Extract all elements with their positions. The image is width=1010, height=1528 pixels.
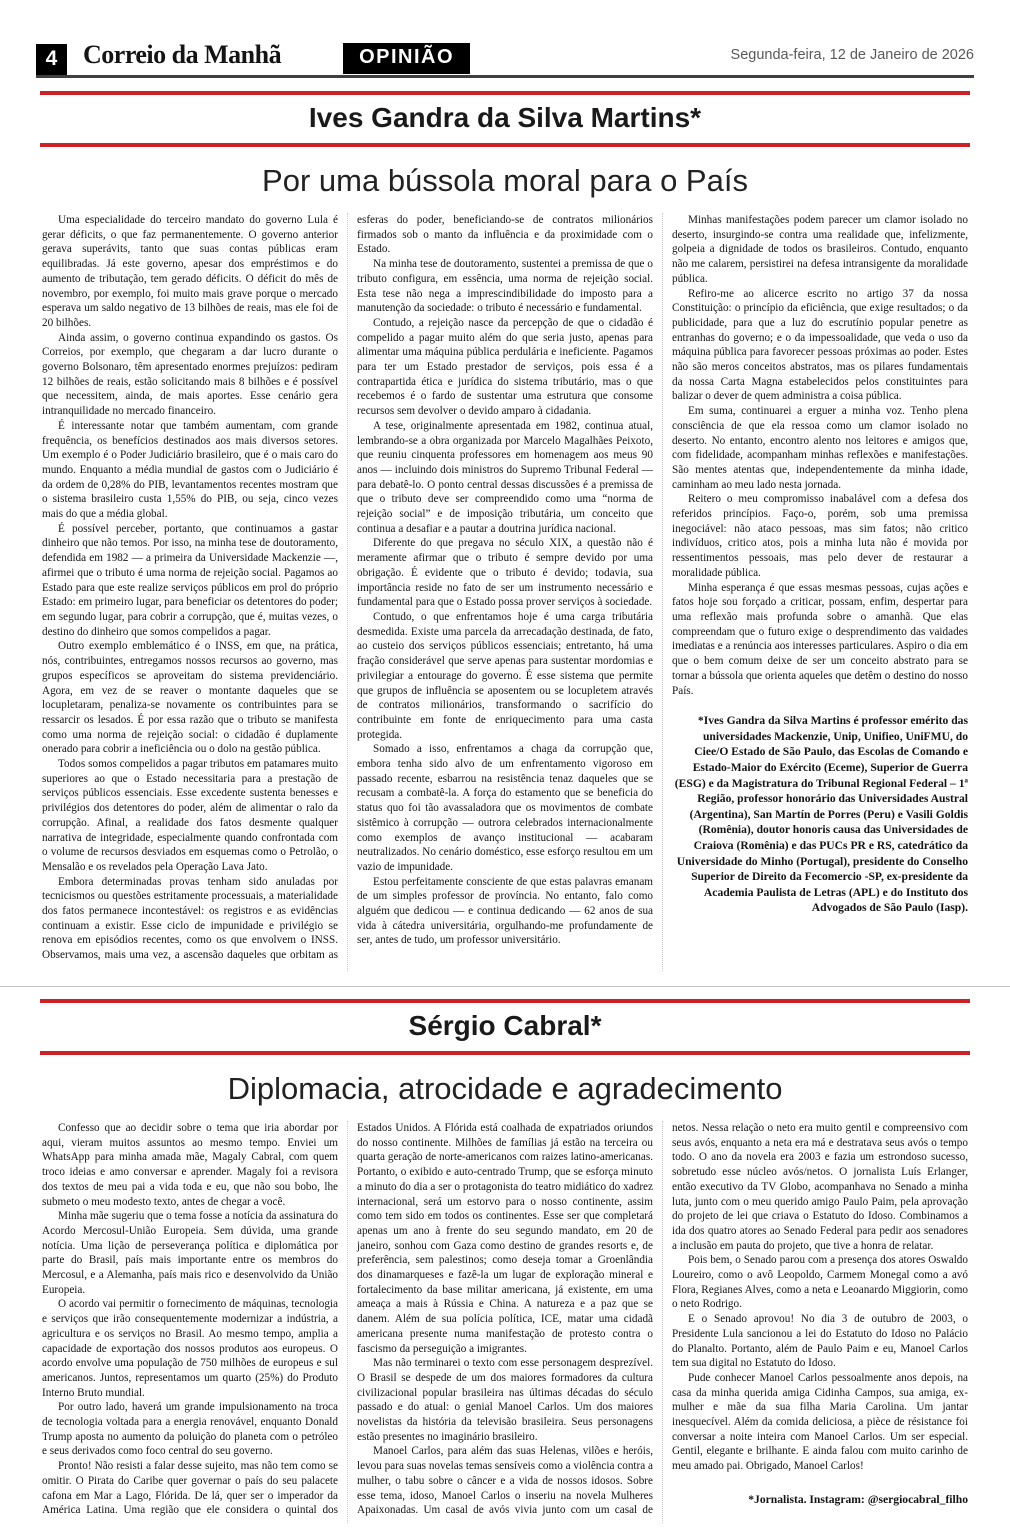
article-2-header — [40, 999, 970, 1055]
section-divider — [0, 986, 1010, 987]
section-badge: OPINIÃO — [343, 43, 470, 74]
article-paragraph: É interessante notar que também aumentam, com grande frequência, os benefícios destinados aos mais diversos setores. Um exemplo é o Poder Judiciário brasileiro, que é o mais caro do mundo. Enquanto a média mundial de gastos com o Judiciário é da ordem de 0,28% do PIB, levantamentos recentes mostram que o sistema brasileiro custa 1,55% do PIB, ou seja, cinco vezes mais do que a média global. — [42, 419, 338, 521]
edition-date: Segunda-feira, 12 de Janeiro de 2026 — [730, 47, 974, 63]
red-rule — [40, 143, 970, 147]
author-name: Sérgio Cabral* — [408, 1010, 602, 1041]
article-paragraph: Minha esperança é que essas mesmas pessoas, cujas ações e fatos hoje sou forçado a criticar, possam, enfim, despertar para uma reflexão mais profunda sobre o amanhã. Que elas compreendam que o futuro exige o desprendimento das vaidades imediatas e a renúncia aos interesses particulares. Aspiro o dia em que o bem comum deixe de ser um conceito abstrato para se tornar a bússola que orienta aqueles que detêm o destino do nosso País. — [672, 581, 968, 697]
article-paragraph: Reitero o meu compromisso inabalável com a defesa dos referidos princípios. Faço-o, porém, sob uma premissa inegociável: não ataco pessoas, mas sim fatos; não critico indivíduos, critico atos, pois a minha luta não é movida por ressentimentos pessoais, mas pelo dever de restaurar a moralidade pública. — [672, 493, 968, 579]
article-paragraph: Embora determinadas provas tenham sido anuladas por tecnicismos ou questões estritamente processuais, a materialidade dos fatos permanece incontestável: os registros e as evidências continuam a existir. Esse ciclo de impunidade e privilégio se renova em episódios recentes, como os que envolvem o INSS. Observamos, mais uma vez, a ascensão daqueles que orbitam as esferas do poder, beneficiando-se de contratos milionários firmados sob o manto da influência e da proximidade com o Estado. — [42, 214, 653, 962]
article-2-body — [42, 1121, 968, 1523]
article-paragraph: Confesso que ao decidir sobre o tema que iria abordar por aqui, vieram muitos assuntos ao mesmo tempo. Enviei um WhatsApp para minha amada mãe, Magaly Cabral, com quem troco ideias e amo conversar e aprender. Magaly foi a revisora dos textos de meu pai a vida toda e eu, que não sou bobo, lhe submeto o meu modesto texto, antes de chegar a você. — [42, 1122, 338, 1208]
article-paragraph: Minhas manifestações podem parecer um clamor isolado no deserto, insurgindo-se contra uma realidade que, infelizmente, golpeia a dignidade de todos os brasileiros. Contudo, enquanto não me calarem, persistirei na defesa intransigente da moralidade pública. — [672, 214, 968, 285]
article-2-headline: Diplomacia, atrocidade e agradecimento — [227, 1071, 783, 1106]
page-number: 4 — [36, 44, 67, 75]
article-paragraph: Mas não terminarei o texto com esse personagem desprezível. O Brasil se despede de um dos maiores formadores da cultura civilizacional popular brasileira nas últimas décadas do século passado e do atual: o genial Manoel Carlos. Um dos maiores novelistas da história da televisão brasileira. Seus personagens estão presentes no imaginário brasileiro. — [357, 1357, 653, 1443]
article-paragraph: Todos somos compelidos a pagar tributos em patamares muito superiores ao que o Estado necessitaria para a prestação de serviços públicos essenciais. Esse excedente sustenta benesses e privilégios dos detentores do poder, além de alimentar o ralo da corrupção. Afinal, a realidade dos fatos desmente qualquer narrativa de integridade, especialmente quando confrontada com o volume de recursos desviados em esquemas como o Petrolão, o Mensalão e os revelados pela Operação Lava Jato. — [42, 758, 338, 873]
article-ives-gandra — [0, 91, 1010, 971]
red-rule — [40, 1051, 970, 1055]
article-1-header — [40, 91, 970, 147]
article-paragraph: E o Senado aprovou! No dia 3 de outubro de 2003, o Presidente Lula sancionou a lei do Estatuto do Idoso no Palácio do Planalto. Portanto, além de Paulo Paim e eu, Manoel Carlos tem sua digital no Estatuto do Idoso. — [672, 1313, 968, 1370]
article-paragraph: Contudo, o que enfrentamos hoje é uma carga tributária desmedida. Existe uma parcela da arrecadação destinada, de fato, ao custeio dos serviços públicos essenciais; entretanto, há uma fração considerável que serve apenas para sustentar mordomias e privilegiar a entourage do governo. É esse sistema que permite que grupos de influência se aposentem ou se locupletem através de contratos milionários, transformando o sacrifício do contribuinte em fonte de enriquecimento para uma casta protegida. — [357, 610, 653, 741]
article-paragraph: Manoel Carlos, para além das suas Helenas, vilões e heróis, levou para suas novelas temas sensíveis como a violência contra a mulher, o tabu sobre o câncer e a vida de nossos idosos. Sobre esse tema, idoso, Manoel Carlos o inseriu na novela Mulheres Apaixonadas. Um casal de avós vivia junto com um casal de netos. Nessa relação o neto era muito gentil e compreensivo com seus avós, enquanto a neta era má e destratava seus avós o tempo todo. O ano da novela era 2003 e fazia um estrondoso sucesso, sobretudo esse núcleo avós/netos. O jornalista Luís Erlanger, então executivo da TV Globo, acompanhava no Senado a minha luta, junto com o meu querido amigo Paulo Paim, pela aprovação do projeto de lei que criava o Estatuto do Idoso. Combinamos a ida dos quatro atores ao Senado Federal para pedir aos senadores a inclusão em pauta do projeto, que tive a honra de relatar. — [357, 1122, 968, 1517]
article-paragraph: Minha mãe sugeriu que o tema fosse a notícia da assinatura do Acordo Mercosul-União Europeia. Sem dúvida, uma grande notícia. Uma lição de perseverança política e diplomática por parte do Brasil, país mais importante entre os membros do Mercosul, e a Alemanha, país mais rico e desenvolvido da União Europeia. — [42, 1210, 338, 1296]
article-paragraph: É possível perceber, portanto, que continuamos a gastar dinheiro que não temos. Por isso, na minha tese de doutoramento, defendida em 1982 — a primeira da Universidade Mackenzie —, afirmei que o tributo é uma norma de rejeição social. Pagamos ao Estado para que este realize serviços públicos em prol do próprio Estado: em primeiro lugar, para beneficiar os detentores do poder; em segundo lugar, para cobrir a corrupção, que é, muitas vezes, o destino do dinheiro que somos compelidos a pagar. — [42, 522, 338, 638]
article-paragraph: Pude conhecer Manoel Carlos pessoalmente anos depois, na casa da minha querida amiga Cidinha Campos, sua amiga, ex-mulher e mãe da sua filha Maria Carolina. Um jantar inesquecível. Além da comida deliciosa, a pièce de résistance foi conversar a noite inteira com Manoel Carlos. Um ser especial. Gentil, elegante e brilhante. E ainda falou com muito carinho de meu amado pai. Obrigado, Manoel Carlos! — [672, 1371, 968, 1473]
page-header — [36, 40, 974, 78]
article-2-paragraphs — [42, 1121, 968, 1523]
article-paragraph: Em suma, continuarei a erguer a minha voz. Tenho plena consciência de que ela ressoa como um clamor isolado no deserto. No entanto, encontro alento nos leitores e amigos que, com fidelidade, acompanham minhas reflexões e manifestações. São mentes atentas que, independentemente da minha idade, caminham ao meu lado nesta jornada. — [672, 405, 968, 491]
article-paragraph: Por outro lado, haverá um grande impulsionamento na troca de tecnologia voltada para a energia renovável, enquanto Donald Trump aposta no aumento da poluição do planeta com o petróleo e seus derivados como foco central do seu governo. — [42, 1401, 338, 1458]
article-paragraph: Outro exemplo emblemático é o INSS, em que, na prática, nós, contribuintes, entregamos nossos recursos ao governo, mas grupos específicos se aproveitam do sistema previdenciário. Agora, em vez de se reaver o montante daqueles que se locupletaram, penaliza-se novamente os contribuintes para se ressarcir os lesados. É por essa razão que o tributo se manifesta como uma norma de rejeição social: o cidadão é duplamente onerado para cobrir a ineficiência ou o dolo na gestão pública. — [42, 640, 338, 756]
author-name: Ives Gandra da Silva Martins* — [308, 102, 702, 133]
article-paragraph: O acordo vai permitir o fornecimento de máquinas, tecnologia e serviços que irão consequentemente modernizar a indústria, a agricultura e os serviços no Brasil. Ao mesmo tempo, amplia a capacidade de exportação dos nossos produtos aos europeus. O acordo envolve uma população de 750 milhões de europeus e sul americanos. Juntos, representamos um quarto (25%) do Produto Interno Bruto mundial. — [42, 1298, 338, 1399]
article-paragraph: Somado a isso, enfrentamos a chaga da corrupção que, embora tenha sido alvo de um enfrentamento vigoroso em passado recente, esbarrou na resistência tenaz daqueles que se recusam a combatê-la. A força do estamento que se beneficia do status quo foi tão avassaladora que os movimentos de combate sistêmico à corrupção — outrora celebrados internacionalmente como exemplos de avanço institucional — acabaram neutralizados. No cenário doméstico, esse esforço resultou em um vazio de impunidade. — [357, 743, 653, 873]
article-1-headline: Por uma bússola moral para o País — [262, 163, 748, 198]
article-1-body — [42, 213, 968, 971]
newspaper-page — [0, 40, 1010, 1528]
article-paragraph: Pronto! Não resisti a falar desse sujeito, mas não tem como se omitir. O Pirata do Caribe quer governar o país do seu palacete cafona em Mar a Lago, Flórida. De lá, quer ser o imperador da América Latina. Uma região que ele considera o quintal dos Estados Unidos. A Flórida está coalhada de expatriados oriundos do nosso continente. Milhões de famílias já estão na terceira ou quarta geração de norte-americanos com raizes latino-americanas. Portanto, o exibido e auto-centrado Trump, que se esforça minuto a minuto do dia a ser o protagonista do teatro midiático do xadrez internacional, será um estorvo para o nosso continente, assim como tem sido em todos os continentes. Esse ser que completará apenas um ano à frente do seu segundo mandato, em 20 de janeiro, sonhou com Gaza como destino de grandes resorts e, de preferência, sem palestinos; como deseja tomar a Groenlândia dos dinamarqueses e fazê-la um lugar de exploração mineral e fortalecimento da base militar americana, já existente, em uma ameaça a mais à Rússia e China. A natureza e a paz que se danem. Além de sua polícia política, ICE, matar uma cidadã americana presente numa manifestação de protesto contra o fascismo da perseguição a imigrantes. — [42, 1122, 653, 1517]
article-paragraph: Estou perfeitamente consciente de que estas palavras emanam de um simples professor de província. No entanto, falo como alguém que dedicou — e continua dedicando — 62 anos de sua vida à cátedra universitária, orgulhando-me profundamente de ser, antes de tudo, um professor universitário. — [357, 875, 653, 947]
article-paragraph: Pois bem, o Senado parou com a presença dos atores Oswaldo Loureiro, como o avô Leopoldo, Carmem Monegal como a avó Flora, Regianes Alves, como a neta e Leoanardo Miggiorin, como o neto Rodrigo. — [672, 1254, 968, 1311]
article-paragraph: A tese, originalmente apresentada em 1982, continua atual, lembrando-se a obra organizada por Marcelo Magalhães Peixoto, que reuniu cinquenta professores em homenagem aos meus 90 anos — incluindo dois ministros do Supremo Tribunal Federal — para debatê-lo. O ponto central dessas discussões é a premissa de que o tributo deve ser compreendido como uma “norma de rejeição social” e de imposição tributária, um conceito que continua a desafiar e a pautar a doutrina jurídica nacional. — [357, 419, 653, 535]
article-sergio-cabral — [0, 999, 1010, 1523]
article-paragraph: Refiro-me ao alicerce escrito no artigo 37 da nossa Constituição: o princípio da eficiência, que exige resultados; o da publicidade, para que a luz do escrutínio popular penetre as entranhas do governo; e o da impessoalidade, que veda o uso da máquina pública para favorecer pessoas próximas ao poder. Estes não são meros conceitos abstratos, mas os pilares fundamentais da nossa Carta Magna estabelecidos pelos constituintes para balizar o dever de quem administra a coisa pública. — [672, 287, 968, 403]
article-paragraph: Na minha tese de doutoramento, sustentei a premissa de que o tributo configura, em essência, uma norma de rejeição social. Esta tese não nega a imprescindibilidade do imposto para a manutenção da sociedade: o tributo é necessário e fundamental. — [357, 258, 653, 315]
article-2-author-bio: *Jornalista. Instagram: @sergiocabral_filho — [748, 1492, 968, 1506]
article-paragraph: Uma especialidade do terceiro mandato do governo Lula é gerar déficits, o que faz permanentemente. O governo anterior gerava superávits, tanto que suas contas públicas eram equilibradas. Já este governo, apesar dos empréstimos e do aumento de tributação, tem gerado déficits. O déficit do mês de novembro, por exemplo, foi muito mais grave porque o mercado esperava um saldo negativo de 13 bilhões de reais, mas ele foi de 20 bilhões. — [42, 214, 338, 329]
article-1-author-bio: *Ives Gandra da Silva Martins é professor emérito das universidades Mackenzie, Unip, Unifieo, UniFMU, do Ciee/O Estado de São Paulo, das Escolas de Comando e Estado-Maior do Exército (Eceme), Superior de Guerra (ESG) e da Magistratura do Tribunal Regional Federal – 1ª Região, professor honorário das Universidades Austral (Argentina), San Martín de Porres (Peru) e Vasili Goldis (Romênia), doutor honoris causa das Universidades de Craiova (Romênia) e das PUCs PR e RS, catedrático da Universidade do Minho (Portugal), presidente do Conselho Superior de Direito da Fecomercio -SP, ex-presidente da Academia Paulista de Letras (APL) e do Instituto dos Advogados de São Paulo (Iasp). — [674, 714, 968, 915]
article-paragraph: Diferente do que pregava no século XIX, a questão não é meramente afirmar que o tributo é sempre devido por uma obrigação. É evidente que o tributo é devido; todavia, sua importância reside no fato de ser um instrumento necessário e fundamental para que o Estado possa prover serviços à sociedade. — [357, 537, 653, 609]
masthead: Correio da Manhã — [83, 40, 282, 69]
article-paragraph: Contudo, a rejeição nasce da percepção de que o cidadão é compelido a pagar muito além do que seria justo, apenas para alimentar uma máquina pública perdulária e ineficiente. Pagamos para ter um Estado prestador de serviços, pois essa é a contrapartida ética e jurídica do sistema tributário, mas o que recebemos é o fardo de sustentar uma estrutura que consome recursos sem devolver o devido amparo à cidadania. — [357, 316, 653, 418]
article-paragraph: Ainda assim, o governo continua expandindo os gastos. Os Correios, por exemplo, que chegaram a dar lucro durante o governo Bolsonaro, têm apresentado enormes prejuízos: pediram 12 bilhões de reais, estão solicitando mais 8 bilhões e é possível que necessitem, ainda, de mais aportes. Esse cenário gera intranquilidade no mercado financeiro. — [42, 331, 338, 418]
